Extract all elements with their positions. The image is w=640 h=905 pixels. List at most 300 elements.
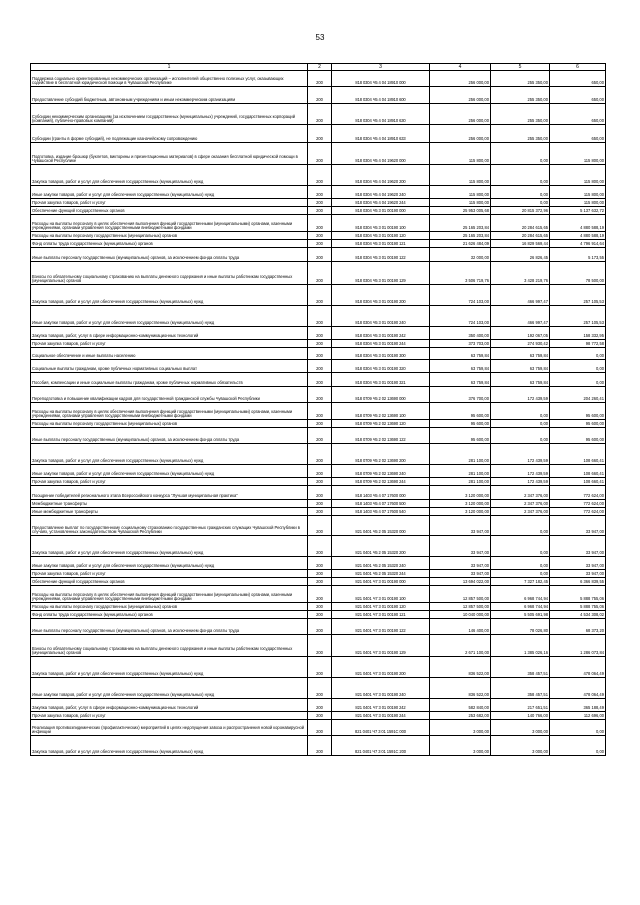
budget-classification-code: 818 0304 Ч5 3 01 00190 244 [332,340,430,348]
budget-item-name: Прочая закупка товаров, работ и услуг [31,199,308,207]
unexecuted-amount: 33 947,00 [550,516,606,536]
unexecuted-amount: 108 660,41 [550,444,606,465]
budget-classification-code: 818 0304 Ч5 3 01 00190 129 [332,262,430,285]
table-row [31,699,606,712]
line-code: 200 [308,428,332,444]
budget-classification-code: 821 0401 Ч5 2 05 15320 244 [332,570,430,578]
budget-item-name: Фонд оплаты труда государственных (муниципальных) органов [31,240,308,248]
budget-item-name: Расходы на выплаты персоналу в целях обеспечения выполнения функций государственными (муниципальными) органами, казенными учреждениями, органами управления государственными внебюджетными фондами [31,586,308,603]
budget-item-name: Взносы по обязательному социальному страхованию на выплаты денежного содержания и иные выплаты работникам государственных (муниципальных) органов [31,635,308,657]
unexecuted-amount: 33 947,00 [550,536,606,557]
budget-item-name: Закупка товаров, работ и услуг для обеспечения государственных (муниципальных) нужд [31,444,308,465]
line-code: 200 [308,578,332,586]
approved-amount: 281 100,00 [430,478,491,486]
unexecuted-amount: 772 624,00 [550,486,606,500]
unexecuted-amount: 0,00 [550,720,606,736]
table-row [31,420,606,428]
budget-classification-code: 818 0304 Ч5 4 04 18910 000 [332,71,430,87]
approved-amount: 63 759,84 [430,360,491,373]
table-row [31,199,606,207]
approved-amount: 12 857 500,00 [430,586,491,603]
executed-amount: 274 930,42 [491,340,550,348]
line-code: 200 [308,186,332,199]
executed-amount: 3 000,00 [491,736,550,756]
approved-amount: 63 759,84 [430,348,491,360]
line-code: 200 [308,712,332,720]
executed-amount: 0,00 [491,199,550,207]
budget-item-name: Предоставление выплат по государственному социальному страхованию государственных гражданских служащих Чувашской Республики в случаях, установленных законодательством Чувашской Республики [31,516,308,536]
line-code: 200 [308,603,332,611]
approved-amount: 95 600,00 [430,420,491,428]
line-code: 200 [308,465,332,478]
approved-amount: 12 857 500,00 [430,603,491,611]
budget-item-name: Поддержка социально ориентированных некоммерческих организаций – исполнителей общественно полезных услуг, оказывающих содействие в бесплатной юридической помощи в Чувашской Республике [31,71,308,87]
budget-item-name: Иные закупки товаров, работ и услуг для обеспечения государственных (муниципальных) нужд [31,678,308,699]
line-code: 200 [308,500,332,508]
budget-classification-code: 818 0709 Ч5 2 02 13690 100 [332,403,430,420]
line-code: 200 [308,570,332,578]
approved-amount: 2 671 100,00 [430,635,491,657]
budget-item-name: Закупка товаров, работ и услуг для обеспечения государственных (муниципальных) нужд [31,285,308,306]
budget-classification-code: 821 0401 Ч7 3 01 00190 121 [332,611,430,619]
budget-item-name: Иные закупки товаров, работ и услуг для обеспечения государственных (муниципальных) нужд [31,465,308,478]
executed-amount: 0,00 [491,428,550,444]
budget-classification-code: 818 0304 Ч5 4 04 18910 633 [332,125,430,143]
line-code: 200 [308,611,332,619]
table-row [31,327,606,340]
approved-amount: 253 682,00 [430,712,491,720]
approved-amount: 115 800,00 [430,199,491,207]
table-row [31,340,606,348]
budget-classification-code: 821 0401 Ч7 3 01 00190 000 [332,578,430,586]
budget-item-name: Иные выплаты персоналу государственных (муниципальных) органов, за исключением фонда оплаты труда [31,428,308,444]
table-row [31,165,606,186]
budget-classification-code: 818 0304 Ч5 4 04 19620 200 [332,165,430,186]
table-row [31,586,606,603]
executed-amount: 20 284 615,65 [491,232,550,240]
table-row [31,619,606,635]
approved-amount: 836 522,00 [430,657,491,678]
line-code: 200 [308,699,332,712]
executed-amount: 1 385 026,16 [491,635,550,657]
table-row [31,557,606,570]
table-row [31,387,606,403]
budget-classification-code: 818 0304 Ч5 3 01 00190 321 [332,373,430,387]
table-row [31,720,606,736]
executed-amount: 0,00 [491,403,550,420]
budget-classification-code: 818 0304 Ч5 4 04 19620 244 [332,199,430,207]
budget-classification-code: 821 0401 Ч7 3 01 00190 242 [332,699,430,712]
unexecuted-amount: 115 800,00 [550,165,606,186]
line-code: 200 [308,736,332,756]
line-code: 200 [308,215,332,232]
line-code: 200 [308,373,332,387]
line-code: 200 [308,143,332,165]
approved-amount: 373 703,00 [430,340,491,348]
header-cell: 1 [31,64,308,71]
budget-classification-code: 818 0709 Ч5 2 02 13690 000 [332,387,430,403]
budget-item-name: Расходы на выплаты персоналу государственных (муниципальных) органов [31,420,308,428]
approved-amount: 115 800,00 [430,143,491,165]
approved-amount: 3 120 000,00 [430,486,491,500]
unexecuted-amount: 112 696,00 [550,712,606,720]
page-number: 53 [315,33,325,42]
budget-classification-code: 818 0304 Ч5 3 01 00190 121 [332,240,430,248]
approved-amount: 21 626 484,09 [430,240,491,248]
budget-classification-code: 818 0304 Ч5 4 04 18910 600 [332,87,430,104]
unexecuted-amount: 0,00 [550,736,606,756]
approved-amount: 13 694 022,00 [430,578,491,586]
unexecuted-amount: 4 534 308,02 [550,611,606,619]
unexecuted-amount: 4 796 914,64 [550,240,606,248]
budget-item-name: Социальные выплаты гражданам, кроме публичных нормативных социальных выплат [31,360,308,373]
budget-classification-code: 818 0709 Ч5 2 02 13690 120 [332,420,430,428]
budget-item-name: Расходы на выплаты персоналу в целях обеспечения выполнения функций государственными (муниципальными) органами, казенными учреждениями, органами управления государственными внебюджетными фондами [31,403,308,420]
table-row [31,508,606,516]
line-code: 200 [308,165,332,186]
line-code: 200 [308,104,332,125]
table-row [31,240,606,248]
line-code: 200 [308,557,332,570]
line-code: 200 [308,420,332,428]
line-code: 200 [308,720,332,736]
unexecuted-amount: 4 880 588,19 [550,232,606,240]
line-code: 200 [308,199,332,207]
table-row [31,373,606,387]
unexecuted-amount: 772 624,00 [550,508,606,516]
budget-classification-code: 818 0304 Ч5 4 04 19620 000 [332,143,430,165]
header-row [31,64,606,71]
approved-amount: 350 400,00 [430,327,491,340]
budget-execution-table [30,63,606,756]
budget-classification-code: 818 1403 Ч5 4 07 17600 540 [332,508,430,516]
table-body [31,71,606,756]
line-code: 200 [308,87,332,104]
budget-item-name: Иные выплаты персоналу государственных (муниципальных) органов, за исключением фонда оплаты труда [31,619,308,635]
unexecuted-amount: 5 173,55 [550,248,606,262]
table-row [31,657,606,678]
budget-item-name: Расходы на выплаты персоналу государственных (муниципальных) органов [31,603,308,611]
table-row [31,444,606,465]
budget-item-name: Прочая закупка товаров, работ и услуг [31,478,308,486]
unexecuted-amount: 478 064,49 [550,657,606,678]
unexecuted-amount: 98 772,58 [550,340,606,348]
line-code: 200 [308,619,332,635]
approved-amount: 281 100,00 [430,465,491,478]
unexecuted-amount: 68 373,20 [550,619,606,635]
table-row [31,678,606,699]
executed-amount: 140 766,00 [491,712,550,720]
table-row [31,143,606,165]
approved-amount: 256 000,00 [430,87,491,104]
executed-amount: 0,00 [491,536,550,557]
line-code: 200 [308,657,332,678]
executed-amount: 26 826,45 [491,248,550,262]
budget-item-name: Закупка товаров, работ и услуг для обеспечения государственных (муниципальных) нужд [31,536,308,557]
line-code: 200 [308,387,332,403]
unexecuted-amount: 650,00 [550,87,606,104]
executed-amount: 0,00 [491,186,550,199]
table-row [31,712,606,720]
executed-amount: 20 815 372,96 [491,207,550,215]
executed-amount: 2 347 376,00 [491,486,550,500]
unexecuted-amount: 33 947,00 [550,570,606,578]
line-code: 200 [308,207,332,215]
approved-amount: 281 100,00 [430,444,491,465]
table-row [31,603,606,611]
unexecuted-amount: 0,00 [550,373,606,387]
line-code: 200 [308,508,332,516]
table-row [31,570,606,578]
table-row [31,215,606,232]
budget-classification-code: 818 0709 Ч5 2 02 13690 240 [332,465,430,478]
budget-item-name: Предоставление субсидий бюджетным, автономным учреждениям и иным некоммерческим организациям [31,87,308,104]
unexecuted-amount: 158 332,95 [550,327,606,340]
header-cell: 2 [308,64,332,71]
table-row [31,516,606,536]
unexecuted-amount: 108 660,41 [550,465,606,478]
budget-item-name: Прочая закупка товаров, работ и услуг [31,712,308,720]
unexecuted-amount: 1 286 073,84 [550,635,606,657]
unexecuted-amount: 78 500,00 [550,262,606,285]
line-code: 200 [308,348,332,360]
budget-classification-code: 821 0401 Ч7 3 01 00190 240 [332,678,430,699]
executed-amount: 172 439,59 [491,478,550,486]
executed-amount: 6 968 744,94 [491,603,550,611]
budget-item-name: Взносы по обязательному социальному страхованию на выплаты денежного содержания и иные выплаты работникам государственных (муниципальных) органов [31,262,308,285]
unexecuted-amount: 115 800,00 [550,186,606,199]
line-code: 200 [308,403,332,420]
executed-amount: 217 651,51 [491,699,550,712]
line-code: 200 [308,71,332,87]
table-row [31,71,606,87]
budget-item-name: Иные закупки товаров, работ и услуг для обеспечения государственных (муниципальных) нужд [31,557,308,570]
budget-classification-code: 818 0304 Ч5 3 01 00190 200 [332,285,430,306]
budget-item-name: Прочая закупка товаров, работ и услуг [31,570,308,578]
budget-classification-code: 821 0401 Ч7 3 01 00190 200 [332,657,430,678]
unexecuted-amount: 478 064,49 [550,678,606,699]
approved-amount: 115 800,00 [430,186,491,199]
budget-classification-code: 821 0401 Ч7 3 01 00190 122 [332,619,430,635]
budget-classification-code: 818 0304 Ч5 3 01 00190 100 [332,215,430,232]
executed-amount: 172 439,59 [491,444,550,465]
line-code: 200 [308,340,332,348]
executed-amount: 7 327 182,45 [491,578,550,586]
unexecuted-amount: 4 880 588,19 [550,215,606,232]
executed-amount: 358 457,51 [491,657,550,678]
executed-amount: 2 347 376,00 [491,500,550,508]
unexecuted-amount: 257 105,53 [550,306,606,327]
approved-amount: 582 840,00 [430,699,491,712]
unexecuted-amount: 5 137 632,72 [550,207,606,215]
approved-amount: 10 040 000,00 [430,611,491,619]
budget-classification-code: 821 0401 Ч5 2 05 15320 000 [332,516,430,536]
table-row [31,478,606,486]
line-code: 200 [308,262,332,285]
line-code: 200 [308,536,332,557]
approved-amount: 63 759,84 [430,373,491,387]
executed-amount: 63 759,84 [491,373,550,387]
executed-amount: 466 997,47 [491,285,550,306]
budget-item-name: Закупка товаров, работ, услуг в сфере информационно-коммуникационных технологий [31,699,308,712]
line-code: 200 [308,360,332,373]
executed-amount: 0,00 [491,557,550,570]
budget-item-name: Социальное обеспечение и иные выплаты населению [31,348,308,360]
table-row [31,465,606,478]
approved-amount: 146 400,00 [430,619,491,635]
table-row [31,186,606,199]
executed-amount: 255 350,00 [491,104,550,125]
line-code: 200 [308,635,332,657]
executed-amount: 172 439,59 [491,465,550,478]
unexecuted-amount: 5 888 755,06 [550,586,606,603]
budget-item-name: Расходы на выплаты персоналу государственных (муниципальных) органов [31,232,308,240]
budget-item-name: Расходы на выплаты персоналу в целях обеспечения выполнения функций государственными (муниципальными) органами, казенными учреждениями, органами управления государственными внебюджетными фондами [31,215,308,232]
approved-amount: 836 522,00 [430,678,491,699]
line-code: 200 [308,327,332,340]
line-code: 200 [308,240,332,248]
unexecuted-amount: 650,00 [550,104,606,125]
approved-amount: 95 600,00 [430,428,491,444]
executed-amount: 0,00 [491,516,550,536]
executed-amount: 3 428 219,76 [491,262,550,285]
budget-item-name: Прочая закупка товаров, работ и услуг [31,340,308,348]
line-code: 200 [308,248,332,262]
line-code: 200 [308,516,332,536]
line-code: 200 [308,478,332,486]
executed-amount: 466 997,47 [491,306,550,327]
approved-amount: 724 103,00 [430,285,491,306]
approved-amount: 33 947,00 [430,570,491,578]
budget-item-name: Обеспечение функций государственных органов [31,578,308,586]
budget-item-name: Фонд оплаты труда государственных (муниципальных) органов [31,611,308,619]
budget-item-name: Закупка товаров, работ и услуг для обеспечения государственных (муниципальных) нужд [31,657,308,678]
table-row [31,348,606,360]
unexecuted-amount: 204 260,41 [550,387,606,403]
table-row [31,428,606,444]
header-cell: 5 [491,64,550,71]
approved-amount: 25 165 203,84 [430,232,491,240]
unexecuted-amount: 5 888 755,06 [550,603,606,611]
executed-amount: 255 350,00 [491,87,550,104]
budget-item-name: Субсидии некоммерческим организациям (за исключением государственных (муниципальных) учреждений, государственных корпораций (компаний), публично-правовых компаний) [31,104,308,125]
executed-amount: 0,00 [491,420,550,428]
budget-classification-code: 821 0401 Ч7 3 01 1591С 000 [332,720,430,736]
unexecuted-amount: 108 660,41 [550,478,606,486]
approved-amount: 376 700,00 [430,387,491,403]
approved-amount: 256 000,00 [430,125,491,143]
executed-amount: 5 505 691,98 [491,611,550,619]
budget-classification-code: 818 1403 Ч5 4 07 17600 500 [332,500,430,508]
executed-amount: 16 829 569,44 [491,240,550,248]
table-row [31,306,606,327]
executed-amount: 192 067,05 [491,327,550,340]
unexecuted-amount: 0,00 [550,360,606,373]
line-code: 200 [308,486,332,500]
approved-amount: 32 000,00 [430,248,491,262]
line-code: 200 [308,285,332,306]
budget-classification-code: 821 0401 Ч7 3 01 00190 120 [332,603,430,611]
budget-classification-code: 818 1403 Ч5 4 07 17600 000 [332,486,430,500]
approved-amount: 724 103,00 [430,306,491,327]
table-row [31,578,606,586]
approved-amount: 33 947,00 [430,536,491,557]
budget-classification-code: 821 0401 Ч5 2 05 15320 200 [332,536,430,557]
header-cell: 4 [430,64,491,71]
line-code: 200 [308,586,332,603]
approved-amount: 3 506 719,76 [430,262,491,285]
budget-item-name: Поощрение победителей регионального этапа Всероссийского конкурса "Лучшая муниципальная практика" [31,486,308,500]
unexecuted-amount: 115 800,00 [550,143,606,165]
unexecuted-amount: 95 600,00 [550,428,606,444]
unexecuted-amount: 0,00 [550,348,606,360]
executed-amount: 3 000,00 [491,720,550,736]
table-row [31,403,606,420]
executed-amount: 255 350,00 [491,125,550,143]
budget-item-name: Переподготовка и повышение квалификации кадров для государственной гражданской службы Чувашской Республики [31,387,308,403]
approved-amount: 25 953 005,68 [430,207,491,215]
approved-amount: 256 000,00 [430,104,491,125]
budget-classification-code: 821 0401 Ч5 2 05 15320 240 [332,557,430,570]
budget-classification-code: 818 0304 Ч5 3 01 00190 122 [332,248,430,262]
budget-item-name: Обеспечение функций государственных органов [31,207,308,215]
budget-item-name: Иные закупки товаров, работ и услуг для обеспечения государственных (муниципальных) нужд [31,186,308,199]
table-row [31,486,606,500]
budget-classification-code: 821 0401 Ч7 3 01 00190 100 [332,586,430,603]
table-row [31,635,606,657]
line-code: 200 [308,444,332,465]
line-code: 200 [308,678,332,699]
executed-amount: 0,00 [491,165,550,186]
executed-amount: 0,00 [491,143,550,165]
unexecuted-amount: 772 624,00 [550,500,606,508]
table-row [31,104,606,125]
table-row [31,500,606,508]
budget-item-name: Закупка товаров, работ и услуг для обеспечения государственных (муниципальных) нужд [31,736,308,756]
approved-amount: 33 947,00 [430,516,491,536]
executed-amount: 20 284 615,65 [491,215,550,232]
budget-classification-code: 818 0304 Ч5 3 01 00190 120 [332,232,430,240]
unexecuted-amount: 257 105,53 [550,285,606,306]
executed-amount: 0,00 [491,570,550,578]
budget-classification-code: 821 0401 Ч7 3 01 00190 244 [332,712,430,720]
budget-classification-code: 818 0304 Ч5 4 04 19620 240 [332,186,430,199]
unexecuted-amount: 115 800,00 [550,199,606,207]
budget-classification-code: 821 0401 Ч7 3 01 00190 129 [332,635,430,657]
table-row [31,248,606,262]
unexecuted-amount: 95 600,00 [550,403,606,420]
budget-classification-code: 818 0304 Ч5 3 01 00190 242 [332,327,430,340]
budget-classification-code: 818 0709 Ч5 2 02 13690 200 [332,444,430,465]
budget-classification-code: 818 0709 Ч5 2 02 13690 122 [332,428,430,444]
approved-amount: 25 165 203,84 [430,215,491,232]
line-code: 200 [308,232,332,240]
executed-amount: 63 759,84 [491,360,550,373]
approved-amount: 115 800,00 [430,165,491,186]
table-row [31,360,606,373]
budget-item-name: Межбюджетные трансферты [31,500,308,508]
approved-amount: 33 947,00 [430,557,491,570]
executed-amount: 172 439,59 [491,387,550,403]
approved-amount: 3 120 000,00 [430,500,491,508]
budget-item-name: Закупка товаров, работ и услуг для обеспечения государственных (муниципальных) нужд [31,165,308,186]
unexecuted-amount: 33 947,00 [550,557,606,570]
unexecuted-amount: 95 600,00 [550,420,606,428]
budget-item-name: Закупка товаров, работ, услуг в сфере информационно-коммуникационных технологий [31,327,308,340]
unexecuted-amount: 365 188,49 [550,699,606,712]
budget-classification-code: 818 0304 Ч5 3 01 00190 000 [332,207,430,215]
executed-amount: 2 347 376,00 [491,508,550,516]
